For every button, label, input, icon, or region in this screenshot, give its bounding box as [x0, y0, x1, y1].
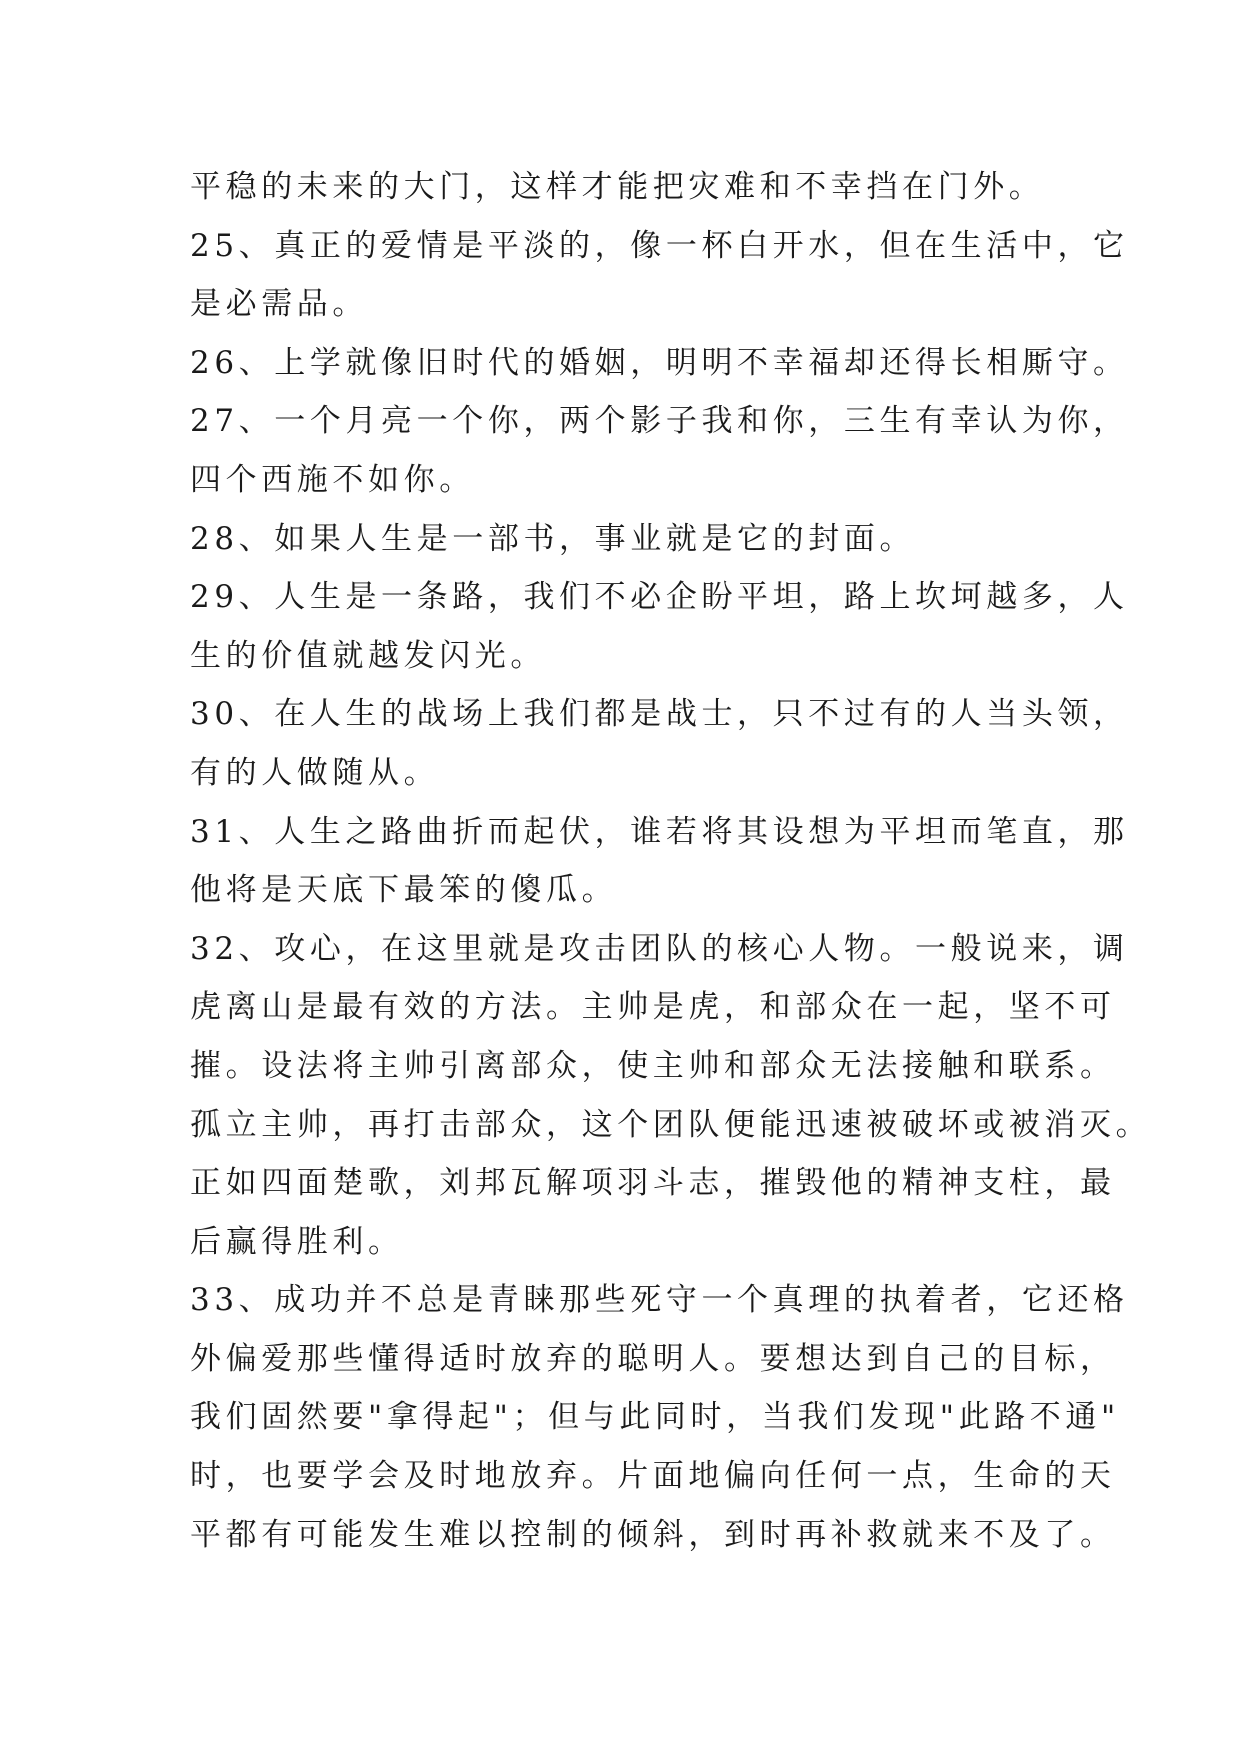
- text-line: 外偏爱那些懂得适时放弃的聪明人。要想达到自己的目标，: [190, 1340, 1116, 1377]
- text-line: 后赢得胜利。: [190, 1223, 404, 1260]
- text-line: 平稳的未来的大门，这样才能把灾难和不幸挡在门外。: [190, 169, 1045, 205]
- text-line: 27、一个月亮一个你，两个影子我和你，三生有幸认为你，: [190, 403, 1129, 440]
- text-line: 30、在人生的战场上我们都是战士，只不过有的人当头领，: [190, 696, 1129, 733]
- text-line: 28、如果人生是一部书，事业就是它的封面。: [190, 520, 916, 557]
- text-line: 时，也要学会及时地放弃。片面地偏向任何一点，生命的天: [190, 1458, 1116, 1495]
- text-line: 是必需品。: [190, 286, 368, 323]
- text-line: 摧。设法将主帅引离部众，使主帅和部众无法接触和联系。: [190, 1047, 1116, 1084]
- text-line: 虎离山是最有效的方法。主帅是虎，和部众在一起，坚不可: [190, 989, 1116, 1026]
- text-line: 正如四面楚歌，刘邦瓦解项羽斗志，摧毁他的精神支柱，最: [190, 1165, 1116, 1202]
- text-line: 生的价值就越发闪光。: [190, 637, 546, 674]
- text-line: 25、真正的爱情是平淡的，像一杯白开水，但在生活中，它: [190, 227, 1129, 264]
- text-line: 四个西施不如你。: [190, 461, 475, 498]
- text-line: 他将是天底下最笨的傻瓜。: [190, 872, 618, 909]
- text-line: 26、上学就像旧时代的婚姻，明明不幸福却还得长相厮守。: [190, 344, 1129, 381]
- text-line: 有的人做随从。: [190, 754, 440, 791]
- text-line: 平都有可能发生难以控制的倾斜，到时再补救就来不及了。: [190, 1516, 1116, 1553]
- text-line: 33、成功并不总是青睐那些死守一个真理的执着者，它还格: [190, 1282, 1129, 1319]
- text-line: 29、人生是一条路，我们不必企盼平坦，路上坎坷越多，人: [190, 579, 1129, 616]
- text-line: 孤立主帅，再打击部众，这个团队便能迅速被破坏或被消灭。: [190, 1106, 1152, 1143]
- body-text: [190, 158, 1152, 1564]
- text-line: 32、攻心，在这里就是攻击团队的核心人物。一般说来，调: [190, 930, 1129, 967]
- text-line: 我们固然要"拿得起"；但与此同时，当我们发现"此路不通": [190, 1399, 1120, 1436]
- text-line: 31、人生之路曲折而起伏，谁若将其设想为平坦而笔直，那: [190, 813, 1129, 850]
